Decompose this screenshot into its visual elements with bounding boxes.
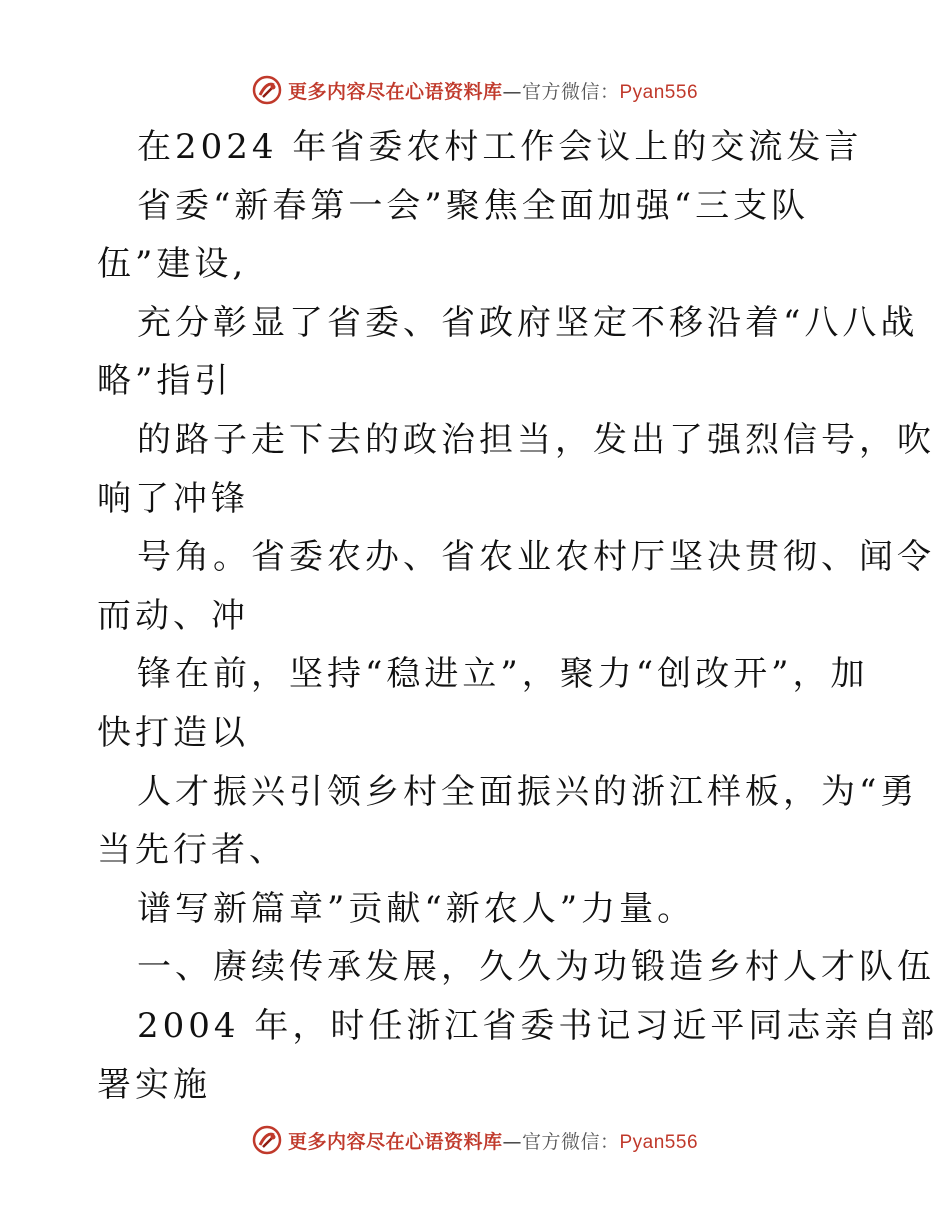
- text-line: 伍”建设,: [97, 244, 248, 285]
- text-line: 省委“新春第一会”聚焦全面加强“三支队: [137, 185, 810, 226]
- text-line: 署实施: [97, 1064, 211, 1105]
- banner-wechat-id: Pyan556: [619, 81, 699, 103]
- text-line: 号角。省委农办、省农业农村厅坚决贯彻、闻令: [137, 537, 935, 578]
- text-line: 锋在前，坚持“稳进立”，聚力“创改开”，加: [137, 654, 869, 695]
- banner-wechat-label: 官方微信：: [521, 1130, 620, 1153]
- banner-link[interactable]: 更多内容尽在心语资料库: [287, 80, 503, 103]
- text-line: 充分彰显了省委、省政府坚定不移沿着“八八战: [137, 302, 919, 343]
- banner-dash: —: [502, 80, 522, 103]
- text-line: 谱写新篇章”贡献“新农人”力量。: [137, 888, 696, 929]
- banner-dash: —: [502, 1130, 522, 1153]
- logo-icon: [252, 1125, 282, 1155]
- text-line: 一、赓续传承发展，久久为功锻造乡村人才队伍: [137, 947, 935, 988]
- banner-text: [288, 1127, 698, 1154]
- text-line: 的路子走下去的政治担当，发出了强烈信号，吹: [137, 419, 935, 460]
- banner-wechat-label: 官方微信：: [521, 80, 620, 103]
- banner-link[interactable]: 更多内容尽在心语资料库: [287, 1130, 503, 1153]
- text-line: 响了冲锋: [97, 478, 249, 519]
- banner-wechat-id: Pyan556: [619, 1131, 699, 1153]
- footer-banner: [0, 1120, 950, 1160]
- document-body: [97, 118, 939, 1114]
- text-line: 而动、冲: [97, 595, 249, 636]
- header-banner: [0, 70, 950, 110]
- text-line: 略”指引: [97, 361, 233, 402]
- text-line: 当先行者、: [97, 830, 287, 871]
- text-line: 人才振兴引领乡村全面振兴的浙江样板，为“勇: [137, 771, 919, 812]
- logo-icon: [252, 75, 282, 105]
- banner-text: [288, 77, 698, 104]
- text-line: 快打造以: [97, 712, 249, 753]
- text-line: 2004 年，时任浙江省委书记习近平同志亲自部: [137, 1005, 939, 1046]
- text-line: 在2024 年省委农村工作会议上的交流发言: [137, 127, 863, 167]
